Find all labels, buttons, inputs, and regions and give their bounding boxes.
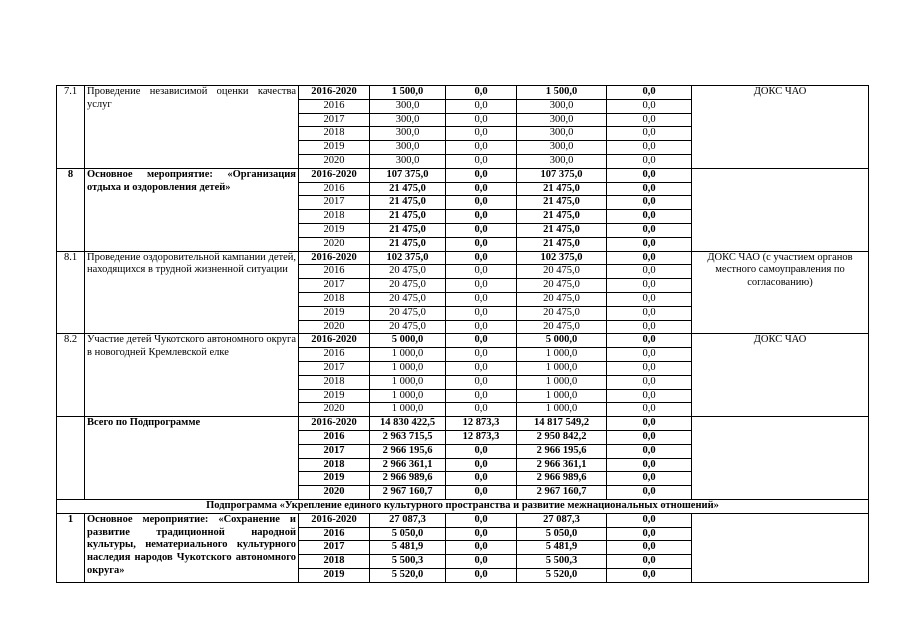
year-cell: 2016 xyxy=(299,182,370,196)
amount-cell: 2 967 160,7 xyxy=(517,486,607,500)
amount-cell: 20 475,0 xyxy=(517,306,607,320)
year-cell: 2016-2020 xyxy=(299,513,370,527)
table-row xyxy=(57,417,869,431)
amount-cell: 300,0 xyxy=(517,113,607,127)
amount-cell: 1 000,0 xyxy=(370,361,446,375)
amount-cell: 300,0 xyxy=(370,127,446,141)
amount-cell: 0,0 xyxy=(607,513,692,527)
year-cell: 2016-2020 xyxy=(299,334,370,348)
amount-cell: 12 873,3 xyxy=(446,430,517,444)
amount-cell: 0,0 xyxy=(607,279,692,293)
amount-cell: 20 475,0 xyxy=(517,320,607,334)
amount-cell: 20 475,0 xyxy=(517,292,607,306)
amount-cell: 2 950 842,2 xyxy=(517,430,607,444)
amount-cell: 0,0 xyxy=(446,334,517,348)
amount-cell: 0,0 xyxy=(607,223,692,237)
amount-cell: 0,0 xyxy=(607,168,692,182)
year-cell: 2019 xyxy=(299,223,370,237)
year-cell: 2018 xyxy=(299,555,370,569)
amount-cell: 5 050,0 xyxy=(517,527,607,541)
amount-cell: 0,0 xyxy=(446,127,517,141)
amount-cell: 0,0 xyxy=(446,568,517,582)
amount-cell: 0,0 xyxy=(446,348,517,362)
amount-cell: 300,0 xyxy=(370,99,446,113)
table-row xyxy=(57,168,869,182)
amount-cell: 0,0 xyxy=(446,555,517,569)
amount-cell: 21 475,0 xyxy=(370,223,446,237)
row-number: 8.1 xyxy=(57,251,85,334)
amount-cell: 0,0 xyxy=(446,541,517,555)
year-cell: 2018 xyxy=(299,458,370,472)
amount-cell: 0,0 xyxy=(607,99,692,113)
amount-cell: 0,0 xyxy=(607,486,692,500)
amount-cell: 0,0 xyxy=(446,265,517,279)
amount-cell: 5 500,3 xyxy=(517,555,607,569)
amount-cell: 102 375,0 xyxy=(370,251,446,265)
amount-cell: 1 000,0 xyxy=(370,389,446,403)
year-cell: 2020 xyxy=(299,320,370,334)
row-number: 8 xyxy=(57,168,85,251)
year-cell: 2017 xyxy=(299,279,370,293)
amount-cell: 0,0 xyxy=(446,472,517,486)
section-row xyxy=(57,499,869,513)
amount-cell: 1 000,0 xyxy=(370,403,446,417)
total-label: Всего по Подпрограмме xyxy=(85,417,299,500)
amount-cell: 0,0 xyxy=(607,430,692,444)
amount-cell: 0,0 xyxy=(607,265,692,279)
year-cell: 2018 xyxy=(299,375,370,389)
amount-cell: 0,0 xyxy=(446,389,517,403)
table-row xyxy=(57,86,869,100)
amount-cell: 0,0 xyxy=(446,113,517,127)
executor-cell: ДОКС ЧАО (с участием органов местного самоуправления по согласованию) xyxy=(692,251,869,334)
amount-cell: 0,0 xyxy=(607,417,692,431)
amount-cell: 20 475,0 xyxy=(517,279,607,293)
activity-name: Проведение оздоровительной кампании детей, находящихся в трудной жизненной ситуации xyxy=(85,251,299,334)
amount-cell: 5 481,9 xyxy=(517,541,607,555)
amount-cell: 20 475,0 xyxy=(517,265,607,279)
amount-cell: 300,0 xyxy=(517,141,607,155)
amount-cell: 20 475,0 xyxy=(370,279,446,293)
executor-cell: ДОКС ЧАО xyxy=(692,86,869,169)
executor-cell xyxy=(692,168,869,251)
amount-cell: 5 000,0 xyxy=(517,334,607,348)
row-number: 8.2 xyxy=(57,334,85,417)
year-cell: 2020 xyxy=(299,403,370,417)
year-cell: 2018 xyxy=(299,210,370,224)
amount-cell: 0,0 xyxy=(607,320,692,334)
amount-cell: 21 475,0 xyxy=(370,196,446,210)
amount-cell: 0,0 xyxy=(446,168,517,182)
executor-cell xyxy=(692,513,869,582)
amount-cell: 0,0 xyxy=(607,361,692,375)
amount-cell: 0,0 xyxy=(607,196,692,210)
amount-cell: 20 475,0 xyxy=(370,292,446,306)
amount-cell: 0,0 xyxy=(607,472,692,486)
year-cell: 2016-2020 xyxy=(299,251,370,265)
amount-cell: 300,0 xyxy=(517,99,607,113)
amount-cell: 0,0 xyxy=(446,154,517,168)
amount-cell: 27 087,3 xyxy=(370,513,446,527)
amount-cell: 0,0 xyxy=(446,306,517,320)
table-row xyxy=(57,334,869,348)
activity-name: Участие детей Чукотского автономного округа в новогодней Кремлевской елке xyxy=(85,334,299,417)
amount-cell: 300,0 xyxy=(517,127,607,141)
amount-cell: 21 475,0 xyxy=(517,210,607,224)
amount-cell: 0,0 xyxy=(607,141,692,155)
amount-cell: 12 873,3 xyxy=(446,417,517,431)
amount-cell: 0,0 xyxy=(607,527,692,541)
amount-cell: 1 000,0 xyxy=(517,389,607,403)
budget-table xyxy=(56,85,869,583)
amount-cell: 0,0 xyxy=(446,210,517,224)
amount-cell: 1 000,0 xyxy=(370,375,446,389)
amount-cell: 0,0 xyxy=(446,86,517,100)
year-cell: 2016 xyxy=(299,348,370,362)
amount-cell: 1 000,0 xyxy=(517,403,607,417)
activity-name: Основное мероприятие: «Организация отдыха и оздоровления детей» xyxy=(85,168,299,251)
amount-cell: 300,0 xyxy=(370,141,446,155)
year-cell: 2017 xyxy=(299,541,370,555)
year-cell: 2016 xyxy=(299,430,370,444)
year-cell: 2020 xyxy=(299,237,370,251)
amount-cell: 1 500,0 xyxy=(517,86,607,100)
year-cell: 2020 xyxy=(299,154,370,168)
amount-cell: 0,0 xyxy=(446,527,517,541)
amount-cell: 20 475,0 xyxy=(370,265,446,279)
amount-cell: 107 375,0 xyxy=(517,168,607,182)
amount-cell: 2 966 195,6 xyxy=(370,444,446,458)
amount-cell: 20 475,0 xyxy=(370,306,446,320)
amount-cell: 21 475,0 xyxy=(517,182,607,196)
amount-cell: 102 375,0 xyxy=(517,251,607,265)
amount-cell: 2 966 361,1 xyxy=(517,458,607,472)
amount-cell: 5 000,0 xyxy=(370,334,446,348)
year-cell: 2020 xyxy=(299,486,370,500)
amount-cell: 5 481,9 xyxy=(370,541,446,555)
amount-cell: 5 520,0 xyxy=(370,568,446,582)
amount-cell: 0,0 xyxy=(446,444,517,458)
amount-cell: 0,0 xyxy=(607,458,692,472)
amount-cell: 0,0 xyxy=(607,182,692,196)
amount-cell: 107 375,0 xyxy=(370,168,446,182)
year-cell: 2017 xyxy=(299,444,370,458)
year-cell: 2016-2020 xyxy=(299,168,370,182)
amount-cell: 0,0 xyxy=(446,375,517,389)
year-cell: 2016 xyxy=(299,527,370,541)
amount-cell: 0,0 xyxy=(607,292,692,306)
activity-name: Основное мероприятие: «Сохранение и развитие традиционной народной культуры, нематериального культурного наследия народов Чукотского автономного округа» xyxy=(85,513,299,582)
amount-cell: 21 475,0 xyxy=(517,196,607,210)
year-cell: 2017 xyxy=(299,361,370,375)
year-cell: 2016 xyxy=(299,99,370,113)
amount-cell: 0,0 xyxy=(446,361,517,375)
amount-cell: 0,0 xyxy=(446,486,517,500)
executor-cell xyxy=(692,417,869,500)
amount-cell: 0,0 xyxy=(607,154,692,168)
amount-cell: 2 966 361,1 xyxy=(370,458,446,472)
amount-cell: 5 500,3 xyxy=(370,555,446,569)
amount-cell: 1 500,0 xyxy=(370,86,446,100)
amount-cell: 1 000,0 xyxy=(517,375,607,389)
amount-cell: 2 966 989,6 xyxy=(370,472,446,486)
year-cell: 2017 xyxy=(299,196,370,210)
year-cell: 2016-2020 xyxy=(299,417,370,431)
amount-cell: 0,0 xyxy=(446,223,517,237)
amount-cell: 0,0 xyxy=(446,237,517,251)
amount-cell: 14 817 549,2 xyxy=(517,417,607,431)
amount-cell: 0,0 xyxy=(446,292,517,306)
amount-cell: 0,0 xyxy=(446,320,517,334)
amount-cell: 2 963 715,5 xyxy=(370,430,446,444)
year-cell: 2016-2020 xyxy=(299,86,370,100)
amount-cell: 5 050,0 xyxy=(370,527,446,541)
amount-cell: 0,0 xyxy=(607,403,692,417)
year-cell: 2016 xyxy=(299,265,370,279)
amount-cell: 0,0 xyxy=(446,182,517,196)
amount-cell: 300,0 xyxy=(517,154,607,168)
year-cell: 2017 xyxy=(299,113,370,127)
amount-cell: 0,0 xyxy=(446,141,517,155)
amount-cell: 0,0 xyxy=(607,127,692,141)
amount-cell: 0,0 xyxy=(446,403,517,417)
amount-cell: 0,0 xyxy=(607,348,692,362)
executor-cell: ДОКС ЧАО xyxy=(692,334,869,417)
amount-cell: 0,0 xyxy=(607,444,692,458)
amount-cell: 21 475,0 xyxy=(370,210,446,224)
amount-cell: 21 475,0 xyxy=(517,237,607,251)
year-cell: 2018 xyxy=(299,292,370,306)
amount-cell: 0,0 xyxy=(446,279,517,293)
amount-cell: 0,0 xyxy=(446,99,517,113)
row-number: 7.1 xyxy=(57,86,85,169)
amount-cell: 0,0 xyxy=(446,458,517,472)
amount-cell: 1 000,0 xyxy=(517,348,607,362)
row-number: 1 xyxy=(57,513,85,582)
year-cell: 2019 xyxy=(299,306,370,320)
amount-cell: 0,0 xyxy=(607,306,692,320)
amount-cell: 0,0 xyxy=(607,334,692,348)
table-row xyxy=(57,513,869,527)
amount-cell: 0,0 xyxy=(607,86,692,100)
row-number xyxy=(57,417,85,500)
amount-cell: 1 000,0 xyxy=(370,348,446,362)
amount-cell: 0,0 xyxy=(607,389,692,403)
amount-cell: 21 475,0 xyxy=(370,237,446,251)
year-cell: 2019 xyxy=(299,568,370,582)
year-cell: 2019 xyxy=(299,141,370,155)
amount-cell: 0,0 xyxy=(446,251,517,265)
amount-cell: 0,0 xyxy=(607,375,692,389)
amount-cell: 14 830 422,5 xyxy=(370,417,446,431)
amount-cell: 300,0 xyxy=(370,154,446,168)
amount-cell: 2 966 989,6 xyxy=(517,472,607,486)
amount-cell: 0,0 xyxy=(607,113,692,127)
amount-cell: 0,0 xyxy=(446,196,517,210)
amount-cell: 0,0 xyxy=(607,251,692,265)
amount-cell: 20 475,0 xyxy=(370,320,446,334)
amount-cell: 0,0 xyxy=(607,541,692,555)
activity-name: Проведение независимой оценки качества услуг xyxy=(85,86,299,169)
table-row xyxy=(57,251,869,265)
amount-cell: 2 967 160,7 xyxy=(370,486,446,500)
year-cell: 2019 xyxy=(299,389,370,403)
amount-cell: 300,0 xyxy=(370,113,446,127)
amount-cell: 1 000,0 xyxy=(517,361,607,375)
year-cell: 2018 xyxy=(299,127,370,141)
amount-cell: 27 087,3 xyxy=(517,513,607,527)
amount-cell: 0,0 xyxy=(607,568,692,582)
amount-cell: 21 475,0 xyxy=(517,223,607,237)
amount-cell: 0,0 xyxy=(607,237,692,251)
subprogram-title: Подпрограмма «Укрепление единого культурного пространства и развитие межнациональных отношений» xyxy=(57,499,869,513)
amount-cell: 0,0 xyxy=(446,513,517,527)
amount-cell: 21 475,0 xyxy=(370,182,446,196)
amount-cell: 5 520,0 xyxy=(517,568,607,582)
year-cell: 2019 xyxy=(299,472,370,486)
amount-cell: 0,0 xyxy=(607,555,692,569)
amount-cell: 2 966 195,6 xyxy=(517,444,607,458)
amount-cell: 0,0 xyxy=(607,210,692,224)
